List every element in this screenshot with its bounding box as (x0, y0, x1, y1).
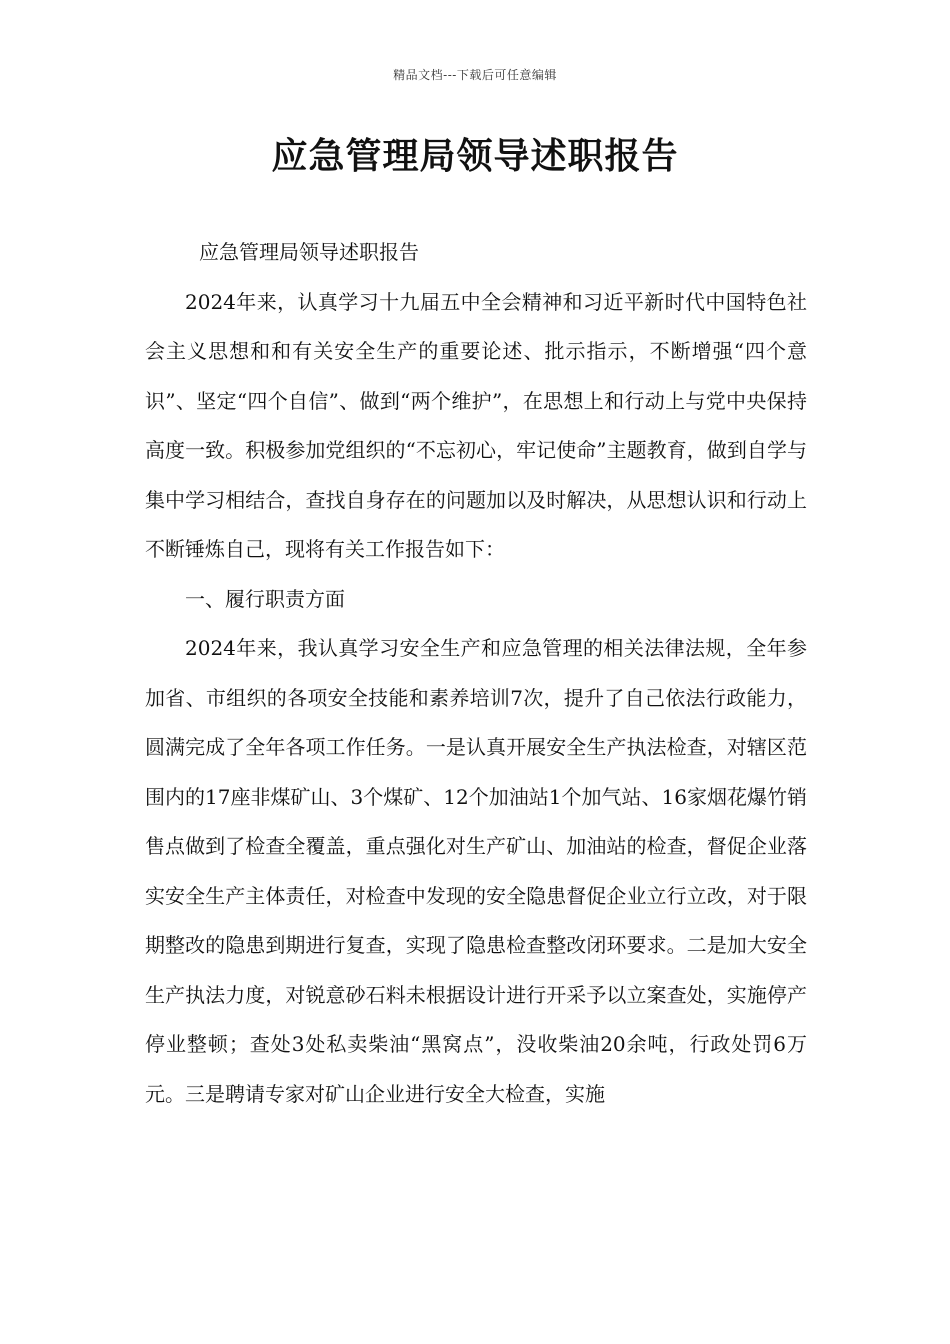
paragraph-duties: 2024年来，我认真学习安全生产和应急管理的相关法律法规，全年参加省、市组织的各项安全技能和素养培训7次，提升了自己依法行政能力，圆满完成了全年各项工作任务。一是认真开展安全生产执法检查，对辖区范围内的17座非煤矿山、3个煤矿、12个加油站1个加气站、16家烟花爆竹销售点做到了检查全覆盖，重点强化对生产矿山、加油站的检查，督促企业落实安全生产主体责任，对检查中发现的安全隐患督促企业立行立改，对于限期整改的隐患到期进行复查，实现了隐患检查整改闭环要求。二是加大安全生产执法力度，对锐意砂石料未根据设计进行开采予以立案查处，实施停产停业整顿；查处3处私卖柴油“黑窝点”，没收柴油20余吨，行政处罚6万元。三是聘请专家对矿山企业进行安全大检查，实施 (145, 636, 807, 1106)
document-body (145, 228, 807, 1119)
document-subtitle: 应急管理局领导述职报告 (199, 240, 419, 264)
paragraph-intro: 2024年来，认真学习十九届五中全会精神和习近平新时代中国特色社会主义思想和和有关安全生产的重要论述、批示指示，不断增强“四个意识”、坚定“四个自信”、做到“两个维护”，在思想上和行动上与党中央保持高度一致。积极参加党组织的“不忘初心，牢记使命”主题教育，做到自学与集中学习相结合，查找自身存在的问题加以及时解决，从思想认识和行动上不断锤炼自己，现将有关工作报告如下： (145, 289, 807, 561)
section-heading: 一、履行职责方面 (185, 586, 345, 611)
document-title: 应急管理局领导述职报告 (271, 136, 679, 177)
header-note: 精品文档---下载后可任意编辑 (393, 68, 557, 82)
